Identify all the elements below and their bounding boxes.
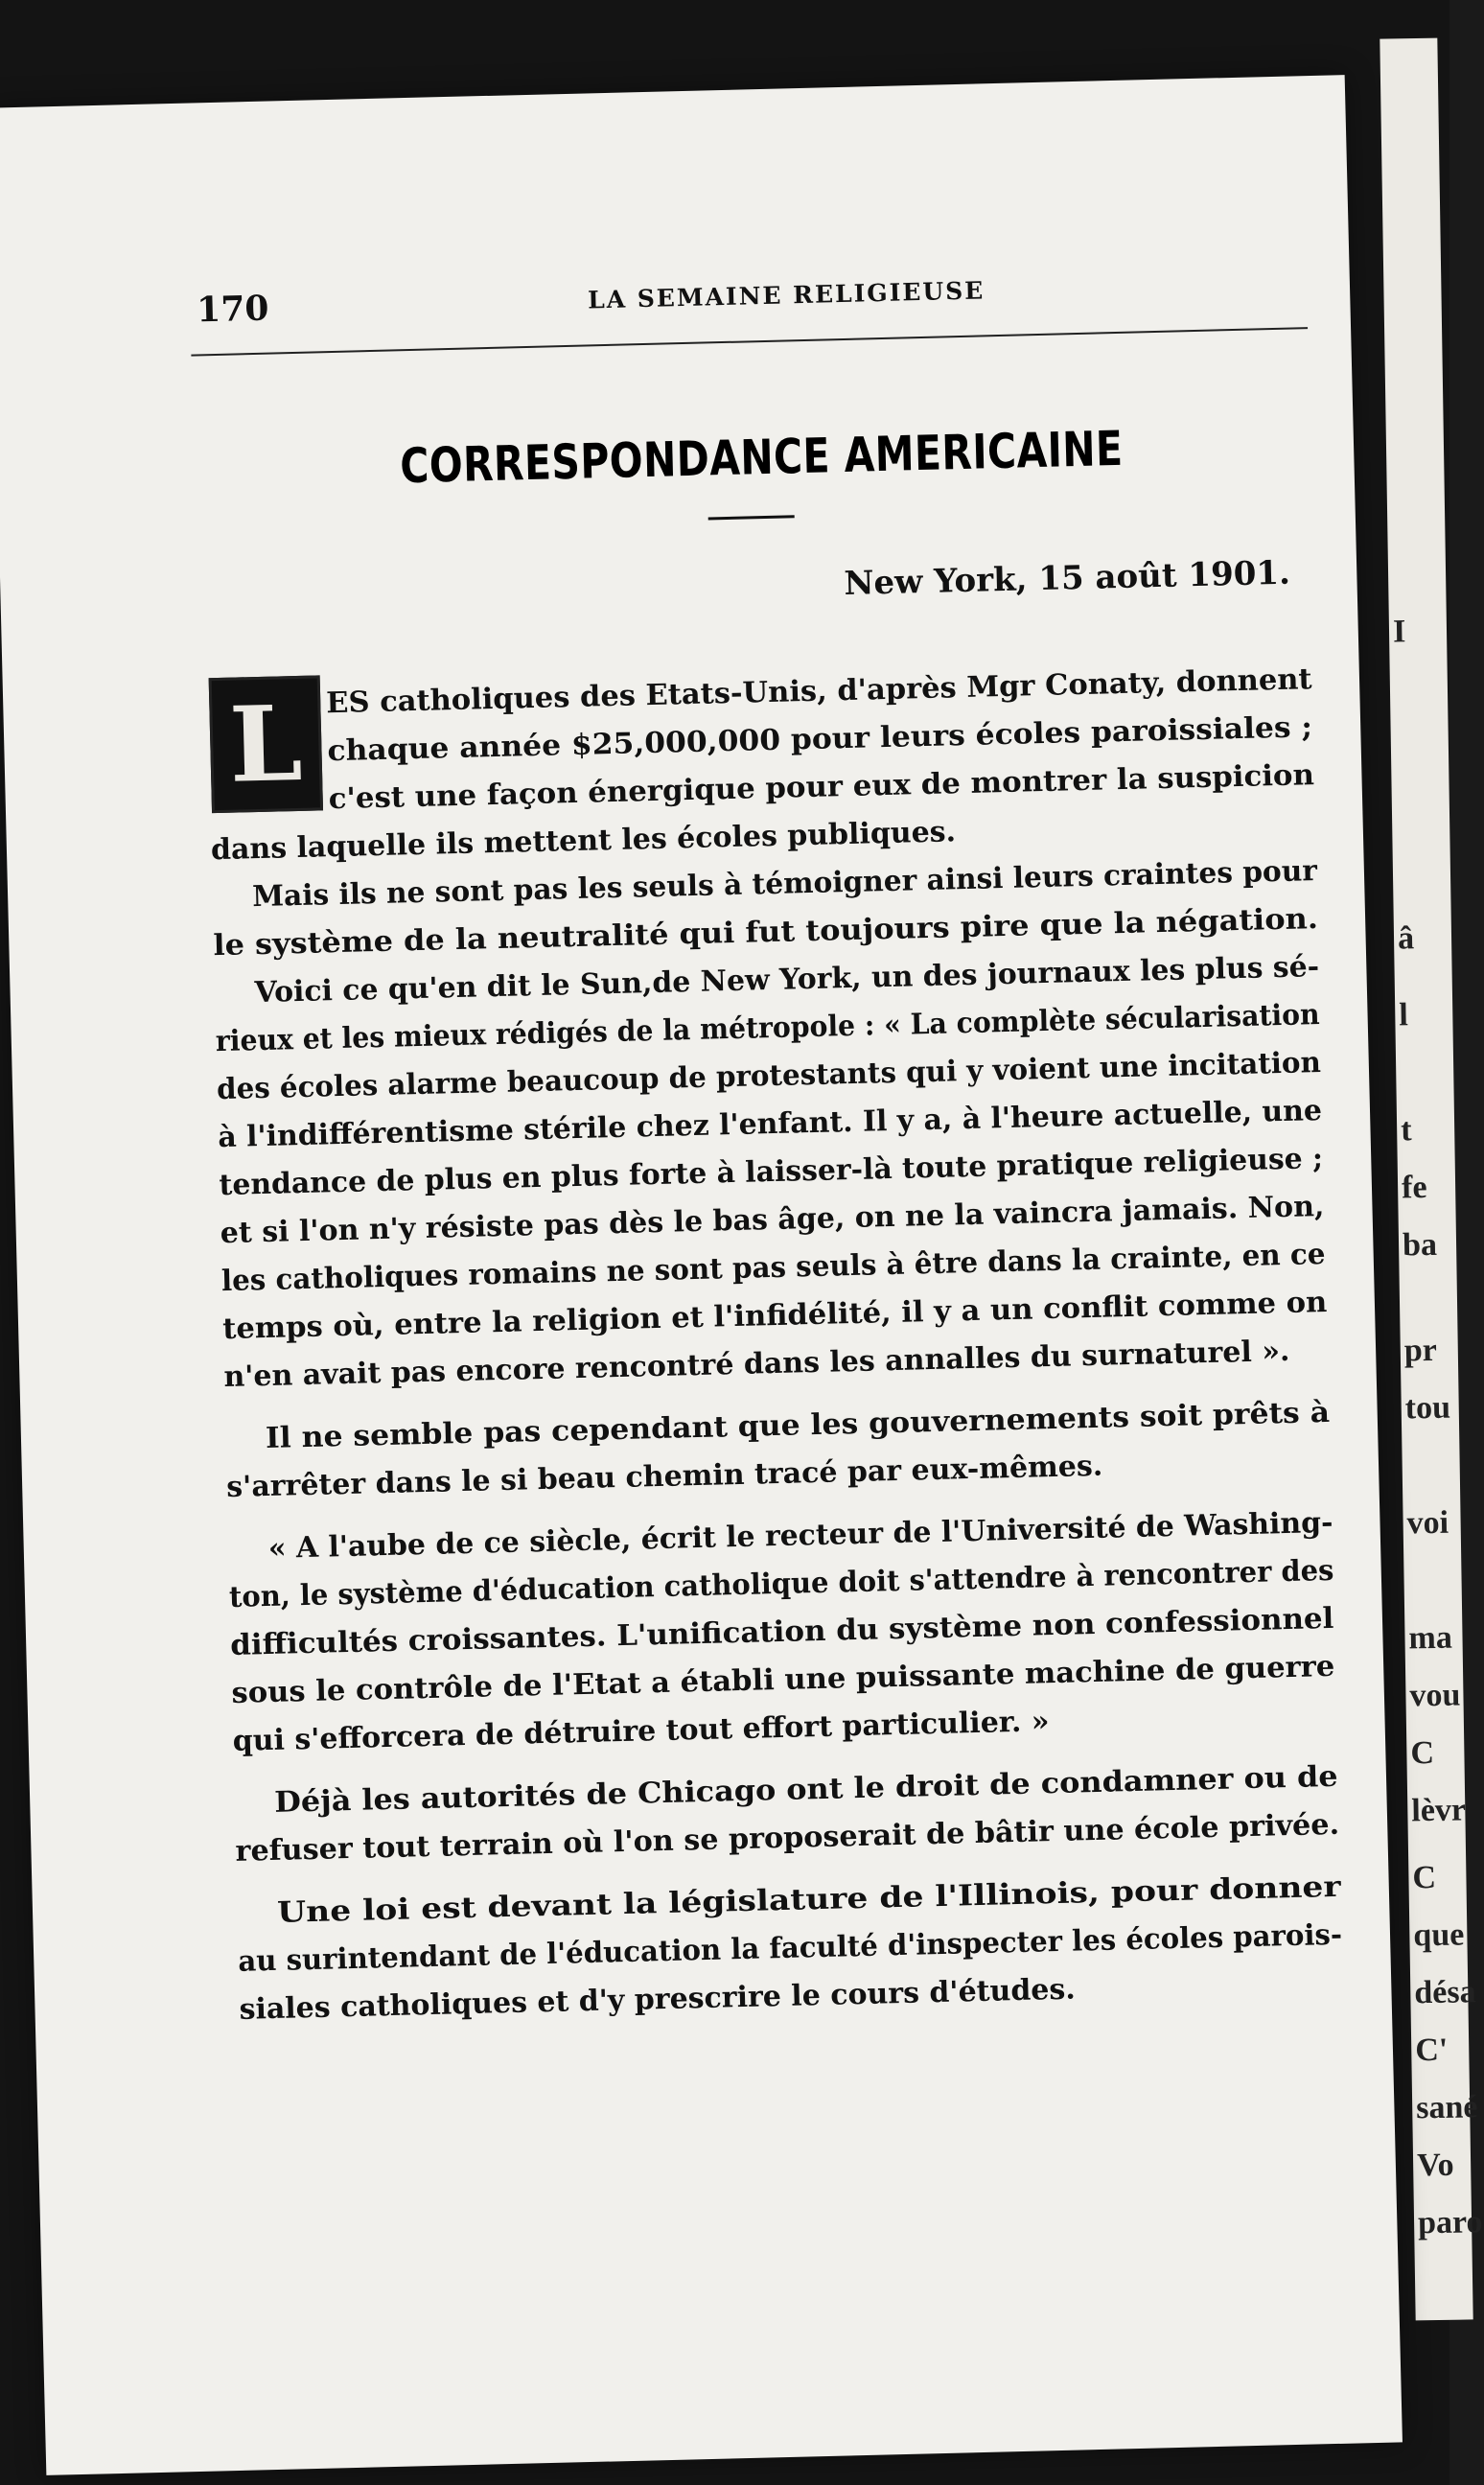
drop-cap-initial (209, 675, 323, 813)
adjacent-fragment: I (1392, 614, 1406, 650)
text-line: tendance de plus en plus forte à laisser-là toute pratique religieuse ; (219, 1141, 1324, 1203)
text-line: à l'indifférentisme stérile chez l'enfant. Il y a, à l'heure actuelle, une (217, 1093, 1323, 1155)
adjacent-fragment: â (1397, 920, 1415, 957)
adjacent-fragment: ma (1408, 1619, 1453, 1657)
adjacent-fragment: vou (1409, 1677, 1461, 1714)
text-line: dans laquelle ils mettent les écoles publiques. (210, 815, 957, 868)
text-line: qui s'efforcera de détruire tout effort particulier. » (232, 1705, 1050, 1758)
dateline: New York, 15 août 1901. (843, 553, 1291, 603)
adjacent-fragment: C (1412, 1859, 1437, 1896)
adjacent-fragment: lèvr (1411, 1792, 1467, 1829)
text-line: refuser tout terrain où l'on se proposerait de bâtir une école privée. (235, 1807, 1340, 1869)
text-line: les catholiques romains ne sont pas seuls à être dans la crainte, en ce (220, 1237, 1326, 1299)
text-line: Déjà les autorités de Chicago ont le droit de condamner ou de (273, 1759, 1338, 1820)
adjacent-fragment: Vo (1416, 2147, 1454, 2184)
adjacent-fragment: fe (1401, 1169, 1427, 1206)
text-line: Il ne semble pas cependant que les gouvernements soit prêts à (265, 1395, 1331, 1456)
text-line: Voici ce qu'en dit le Sun,de New York, un des journaux les plus sé- (254, 950, 1320, 1010)
text-line: s'arrêter dans le si beau chemin tracé par eux-mêmes. (225, 1449, 1103, 1505)
text-line: chaque année $25,000,000 pour leurs écoles paroissiales ; (327, 710, 1313, 769)
text-line: des écoles alarme beaucoup de protestants qui y voient une incitation (216, 1046, 1322, 1107)
text-line: n'en avait pas encore rencontré dans les annalles du surnaturel ». (223, 1334, 1290, 1395)
adjacent-fragment: désa (1414, 1974, 1476, 2011)
text-line: sous le contrôle de l'Etat a établi une puissante machine de guerre (231, 1649, 1335, 1710)
adjacent-fragment: C (1410, 1734, 1435, 1772)
text-line: siales catholiques et d'y prescrire le cours d'études. (239, 1972, 1077, 2027)
adjacent-fragment: ba (1402, 1226, 1438, 1264)
adjacent-fragment: sané (1415, 2089, 1478, 2126)
article-title: CORRESPONDANCE AMERICAINE (399, 420, 1125, 495)
title-divider (708, 515, 795, 520)
running-head: LA SEMAINE RELIGIEUSE (587, 276, 985, 314)
text-line: ES catholiques des Etats-Unis, d'après Mgr Conaty, donnent (325, 662, 1312, 721)
text-line: et si l'on n'y résiste pas dès le bas âge, on ne la vaincra jamais. Non, (220, 1189, 1325, 1251)
text-line: Mais ils ne sont pas les seuls à témoigner ainsi leurs craintes pour (251, 854, 1318, 915)
drop-cap-letter: L (227, 683, 304, 806)
adjacent-fragment: C' (1414, 2032, 1449, 2069)
adjacent-fragment: voi (1406, 1504, 1449, 1542)
text-line: c'est une façon énergique pour eux de montrer la suspicion (328, 758, 1315, 817)
page-header (185, 263, 1298, 347)
text-line: Une loi est devant la législature de l'Illinois, pour donner (276, 1870, 1341, 1930)
adjacent-fragment: paro (1417, 2204, 1483, 2241)
text-line: au surintendant de l'éducation la faculté d'inspecter les écoles parois- (237, 1917, 1343, 1979)
text-line: le système de la neutralité qui fut toujours pire que la négation. (213, 902, 1319, 964)
adjacent-fragment: que (1413, 1916, 1465, 1954)
adjacent-fragment: pr (1403, 1332, 1438, 1369)
adjacent-fragment: t (1400, 1112, 1412, 1149)
text-line: ton, le système d'éducation catholique doit s'attendre à rencontrer des (228, 1553, 1334, 1614)
adjacent-fragment: l (1399, 997, 1409, 1033)
book-page (0, 75, 1403, 2475)
page-number: 170 (196, 288, 269, 331)
text-line: difficultés croissantes. L'unification du système non confessionnel (229, 1601, 1334, 1662)
text-line: temps où, entre la religion et l'infidélité, il y a un conflit comme on (221, 1285, 1328, 1347)
text-line: « A l'aube de ce siècle, écrit le recteur de l'Université de Washing- (267, 1505, 1333, 1566)
text-line: rieux et les mieux rédigés de la métropole : « La complète sécularisation (215, 998, 1320, 1059)
adjacent-fragment: tou (1404, 1389, 1451, 1427)
